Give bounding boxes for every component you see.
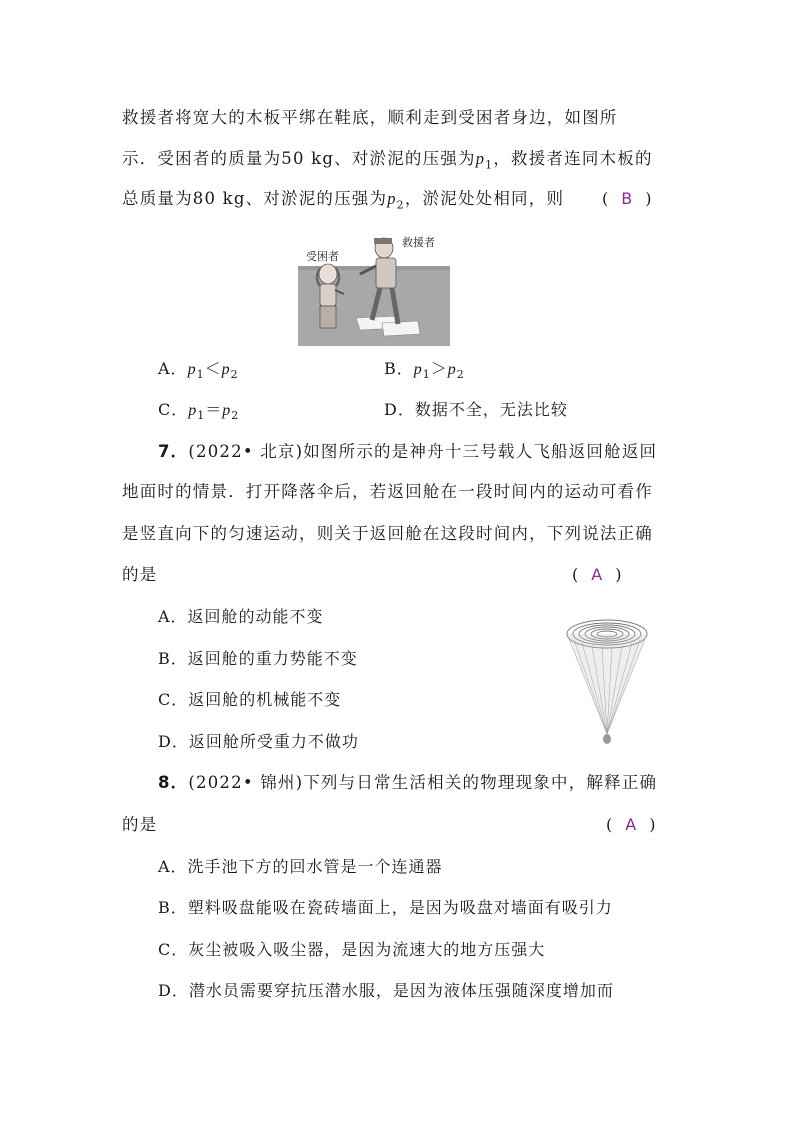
q8-stem-1: 下列与日常生活相关的物理现象中，解释正确 (303, 773, 658, 792)
q6-line-3 (122, 187, 564, 217)
q7-stem-1: 如图所示的是神舟十三号载人飞船返回舱返回 (303, 442, 658, 461)
q6-line-3-a: 总质量为80 kg、对淤泥的压强为 (122, 189, 388, 208)
q7-figure (562, 612, 652, 752)
q8-source: (2022• 锦州) (188, 773, 304, 792)
parachute-illustration (562, 612, 652, 752)
q6-option-b: B．$p_1>p_2$ (384, 359, 465, 382)
q7-line-3: 是竖直向下的匀速运动，则关于返回舱在这段时间内，下列说法正确 (122, 524, 653, 543)
q6-option-a: A．$p_1<p_2$ (158, 359, 239, 382)
q8-line-1 (158, 771, 657, 795)
q6-line-2 (122, 147, 653, 177)
q7-option-a: A．返回舱的动能不变 (158, 607, 324, 626)
q7-line-1 (158, 440, 657, 464)
q6-option-d-key: D． (384, 400, 415, 419)
q7-line-2: 地面时的情景．打开降落伞后，若返回舱在一段时间内的运动可看作 (122, 482, 653, 501)
q6-answer: ( B ) (602, 189, 653, 208)
q6-symbol-sub: 1 (485, 158, 494, 172)
board-right (382, 321, 420, 336)
q6-option-d-text: 数据不全，无法比较 (414, 400, 568, 419)
q6-symbol-p2: p (387, 189, 397, 208)
q7-option-c: C．返回舱的机械能不变 (158, 690, 342, 709)
q7-number: 7． (158, 442, 189, 461)
label-rescuer: 救援者 (402, 236, 435, 249)
label-trapped: 受困者 (306, 250, 339, 263)
q7-line-4: 的是 (122, 565, 158, 584)
q6-symbol-p: p (475, 149, 486, 168)
q8-option-a: A．洗手池下方的回水管是一个连通器 (158, 857, 443, 876)
q7-answer: ( A ) (572, 565, 623, 584)
q7-option-d: D．返回舱所受重力不做功 (158, 732, 359, 751)
q6-option-d (384, 398, 568, 422)
q6-symbol-sub2: 2 (396, 198, 405, 212)
q7-answer-letter: A (591, 565, 604, 584)
parachute-shadow (567, 634, 647, 734)
q6-figure (298, 228, 450, 346)
q6-option-c-key: C． (158, 400, 189, 419)
q6-line-2-a: 示．受困者的质量为50 kg、对淤泥的压强为 (122, 149, 476, 168)
q6-line-2-b: ，救援者连同木板的 (493, 149, 653, 168)
q8-option-b: B．塑料吸盘能吸在瓷砖墙面上，是因为吸盘对墙面有吸引力 (158, 898, 613, 917)
q6-option-b-key: B． (384, 359, 414, 378)
q7-source: (2022• 北京) (188, 442, 304, 461)
q8-number: 8． (158, 773, 189, 792)
q6-answer-letter: B (621, 189, 634, 208)
return-capsule (603, 734, 611, 744)
q7-option-b: B．返回舱的重力势能不变 (158, 649, 358, 668)
q6-line-1: 救援者将宽大的木板平绑在鞋底，顺利走到受困者身边，如图所 (122, 108, 618, 127)
q6-option-c: C．$p_1=p_2$ (158, 400, 240, 423)
q8-answer: ( A ) (606, 815, 657, 834)
q8-option-d: D．潜水员需要穿抗压潜水服，是因为液体压强随深度增加而 (158, 981, 614, 1000)
q8-answer-letter: A (625, 815, 638, 834)
q8-option-c: C．灰尘被吸入吸尘器，是因为流速大的地方压强大 (158, 940, 546, 959)
q6-line-3-b: ，淤泥处处相同，则 (404, 189, 565, 208)
q6-option-a-key: A． (158, 359, 188, 378)
q8-line-2: 的是 (122, 815, 158, 834)
